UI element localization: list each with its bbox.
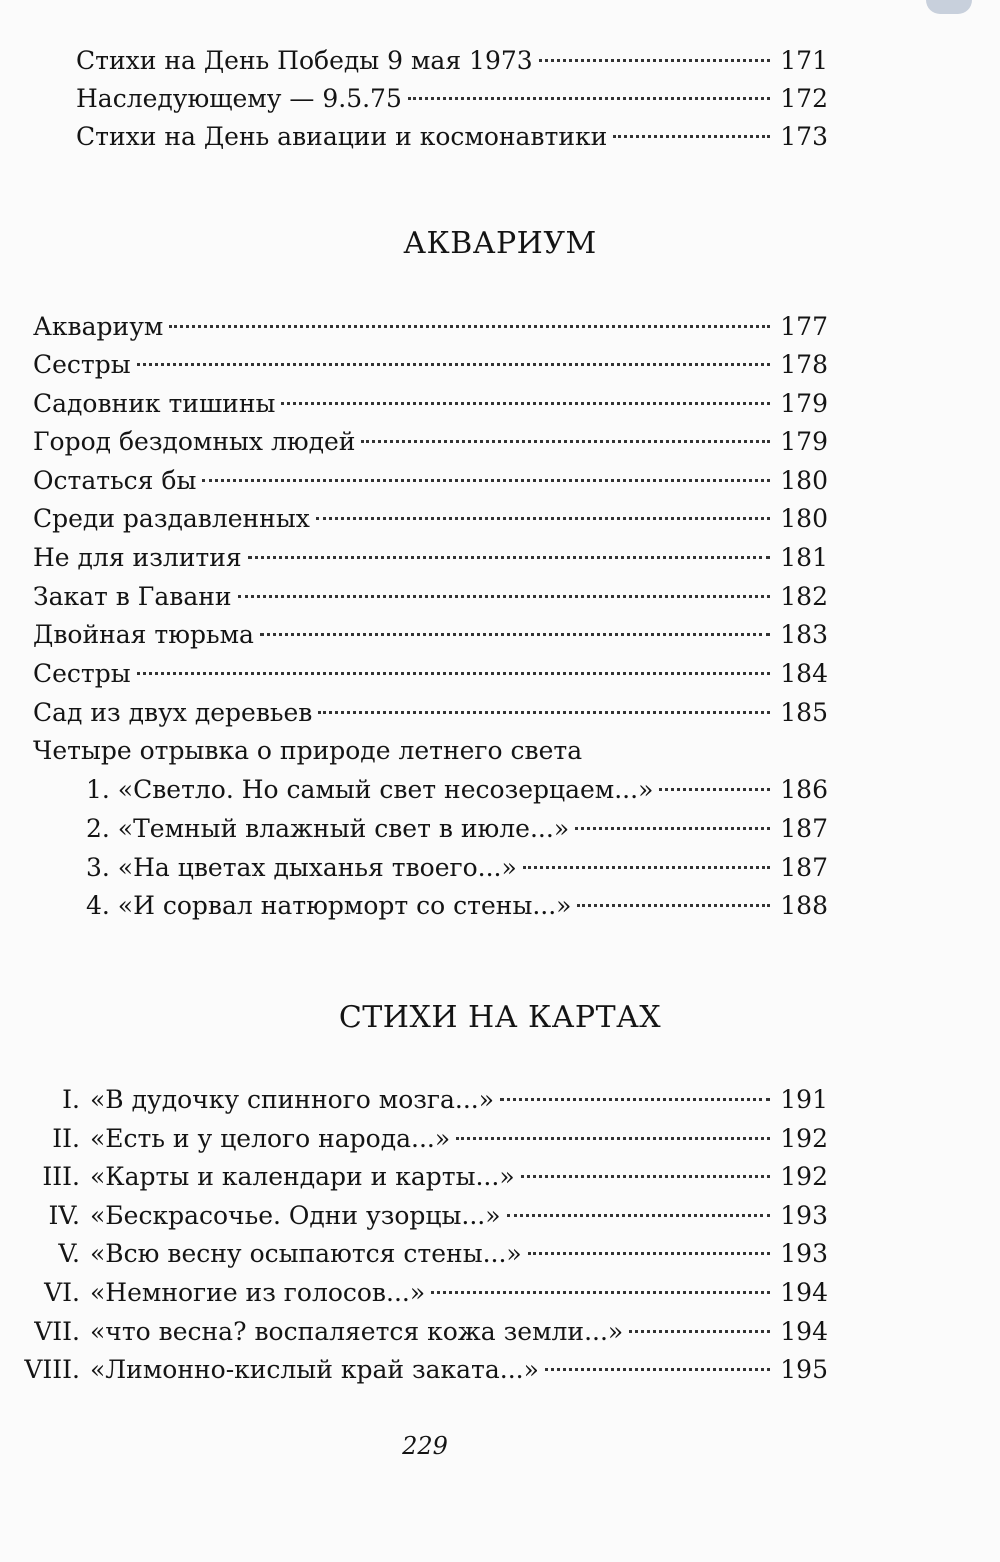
roman-numeral: VI.	[44, 1278, 80, 1307]
entry-title: «Немногие из голосов...»	[90, 1278, 426, 1307]
entry-page: 173	[780, 122, 828, 151]
entry-title: Сад из двух деревьев	[33, 698, 313, 727]
entry-title: «Бескрасочье. Одни узорцы...»	[90, 1201, 501, 1230]
dot-leader	[260, 633, 770, 636]
entry-title: Стихи на День авиации и космонавтики	[76, 122, 608, 151]
toc-entry	[33, 617, 828, 653]
roman-numeral: II.	[52, 1124, 80, 1153]
entry-title: Сестры	[33, 350, 131, 379]
toc-entry	[33, 656, 828, 692]
toc-entry	[33, 309, 828, 345]
toc-entry	[8, 1352, 828, 1388]
entry-page: 171	[780, 46, 828, 75]
toc-subentry	[86, 811, 828, 847]
entry-title: «В дудочку спинного мозга...»	[90, 1085, 495, 1114]
entry-page: 187	[780, 853, 828, 882]
toc-entry	[8, 1121, 828, 1157]
toc-entry	[8, 1275, 828, 1311]
entry-page: 181	[780, 543, 828, 572]
entry-title: Среди раздавленных	[33, 504, 310, 533]
entry-title: Стихи на День Победы 9 мая 1973	[76, 46, 533, 75]
dot-leader	[316, 517, 770, 520]
entry-title: 3. «На цветах дыханья твоего...»	[86, 853, 517, 882]
entry-page: 172	[780, 84, 828, 113]
entry-page: 180	[780, 504, 828, 533]
entry-page: 177	[780, 312, 828, 341]
entry-page: 195	[780, 1355, 828, 1384]
entry-page: 184	[780, 659, 828, 688]
entry-page: 193	[780, 1239, 828, 1268]
entry-page: 179	[780, 427, 828, 456]
entry-page: 179	[780, 389, 828, 418]
dot-leader	[539, 59, 770, 62]
toc-entry	[33, 424, 828, 460]
entry-page: 192	[780, 1162, 828, 1191]
entry-page: 188	[780, 891, 828, 920]
toc-entry	[33, 347, 828, 383]
dot-leader	[545, 1368, 770, 1371]
entry-title: Город бездомных людей	[33, 427, 356, 456]
dot-leader	[202, 479, 770, 482]
toc-entry	[33, 386, 828, 422]
entry-page: 194	[780, 1278, 828, 1307]
entry-title: 2. «Темный влажный свет в июле...»	[86, 814, 570, 843]
dot-leader	[318, 711, 770, 714]
entry-title: «Есть и у целого народа...»	[90, 1124, 451, 1153]
dot-leader	[238, 595, 770, 598]
dot-leader	[248, 556, 770, 559]
entry-title: Закат в Гавани	[33, 582, 232, 611]
entry-page: 185	[780, 698, 828, 727]
toc-entry	[76, 81, 828, 117]
toc-entry	[33, 695, 828, 731]
toc-entry	[8, 1314, 828, 1350]
entry-page: 182	[780, 582, 828, 611]
dot-leader	[281, 402, 770, 405]
entry-title: «Всю весну осыпаются стены...»	[90, 1239, 522, 1268]
toc-entry	[8, 1236, 828, 1272]
dot-leader	[169, 325, 770, 328]
dot-leader	[361, 440, 770, 443]
entry-page: 191	[780, 1085, 828, 1114]
toc-subentry	[86, 888, 828, 924]
page-corner-mark	[926, 0, 972, 14]
roman-numeral: V.	[58, 1239, 80, 1268]
section-heading: СТИХИ НА КАРТАХ	[338, 1000, 662, 1035]
dot-leader	[507, 1214, 770, 1217]
entry-title: Двойная тюрьма	[33, 620, 254, 649]
entry-title: «Лимонно-кислый край заката...»	[90, 1355, 539, 1384]
toc-subentry	[86, 850, 828, 886]
entry-page: 193	[780, 1201, 828, 1230]
dot-leader	[431, 1291, 770, 1294]
entry-title: Остаться бы	[33, 466, 197, 495]
page-number: 229	[402, 1432, 448, 1460]
toc-entry	[8, 1159, 828, 1195]
toc-subentry	[86, 772, 828, 808]
toc-entry	[33, 463, 828, 499]
entry-page: 192	[780, 1124, 828, 1153]
entry-title: 4. «И сорвал натюрморт со стены...»	[86, 891, 572, 920]
toc-entry	[76, 43, 828, 79]
roman-numeral: VIII.	[24, 1355, 80, 1384]
entry-page: 186	[780, 775, 828, 804]
roman-numeral: IV.	[48, 1201, 80, 1230]
dot-leader	[137, 672, 770, 675]
dot-leader	[659, 788, 770, 791]
dot-leader	[500, 1098, 770, 1101]
toc-entry	[76, 119, 828, 155]
entry-page: 180	[780, 466, 828, 495]
entry-title: Сестры	[33, 659, 131, 688]
roman-numeral: III.	[42, 1162, 80, 1191]
entry-title: Наследующему — 9.5.75	[76, 84, 402, 113]
dot-leader	[575, 827, 770, 830]
toc-entry	[33, 540, 828, 576]
roman-numeral: I.	[62, 1085, 80, 1114]
dot-leader	[521, 1175, 770, 1178]
toc-entry	[33, 501, 828, 537]
entry-title: «что весна? воспаляется кожа земли...»	[90, 1317, 624, 1346]
section-heading: АКВАРИУМ	[403, 226, 597, 261]
roman-numeral: VII.	[34, 1317, 80, 1346]
dot-leader	[408, 97, 770, 100]
entry-title: Не для излития	[33, 543, 242, 572]
dot-leader	[523, 866, 770, 869]
entry-title: Четыре отрывка о природе летнего света	[33, 736, 583, 765]
dot-leader	[137, 363, 770, 366]
dot-leader	[629, 1330, 770, 1333]
entry-page: 178	[780, 350, 828, 379]
entry-title: Аквариум	[33, 312, 164, 341]
toc-entry	[8, 1198, 828, 1234]
toc-group-entry	[33, 733, 828, 769]
entry-page: 183	[780, 620, 828, 649]
dot-leader	[456, 1137, 770, 1140]
entry-page: 187	[780, 814, 828, 843]
entry-title: «Карты и календари и карты...»	[90, 1162, 515, 1191]
toc-entry	[8, 1082, 828, 1118]
dot-leader	[613, 135, 770, 138]
entry-title: 1. «Светло. Но самый свет несозерцаем...»	[86, 775, 654, 804]
entry-page: 194	[780, 1317, 828, 1346]
dot-leader	[528, 1252, 770, 1255]
dot-leader	[577, 904, 770, 907]
toc-entry	[33, 579, 828, 615]
entry-title: Садовник тишины	[33, 389, 276, 418]
